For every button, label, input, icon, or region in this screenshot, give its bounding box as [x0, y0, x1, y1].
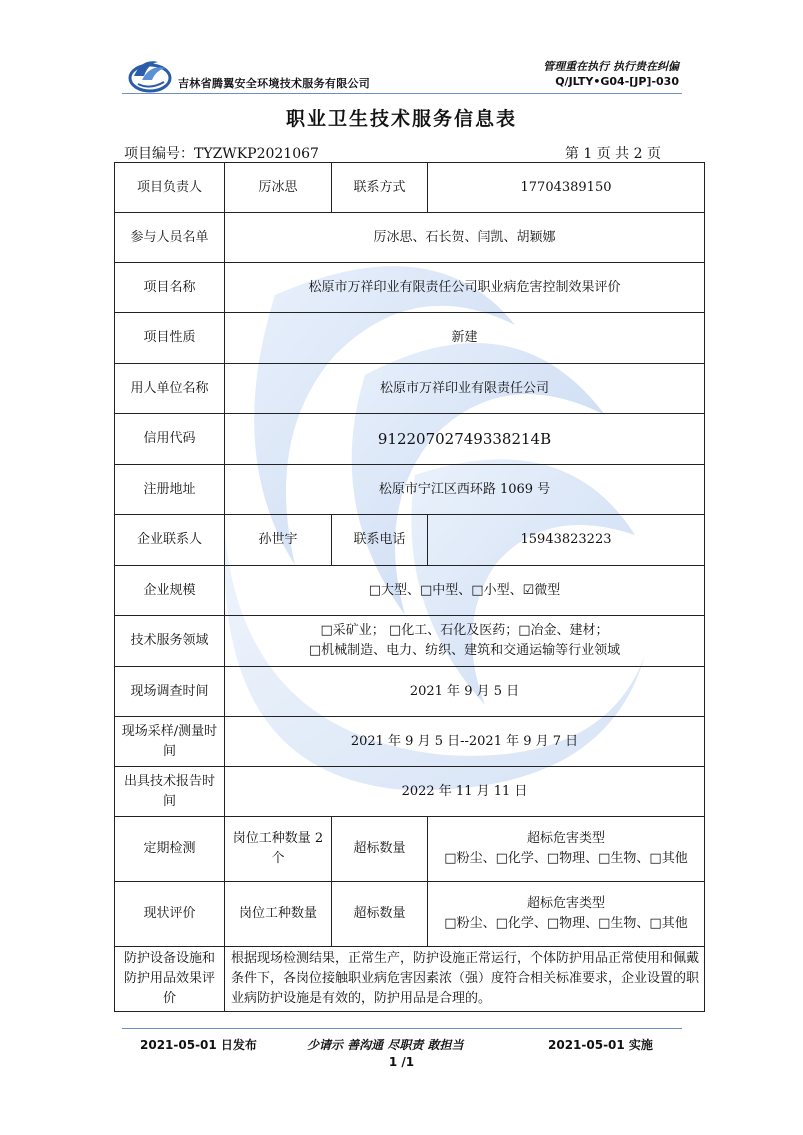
effective-date: 2021-05-01 实施 [548, 1038, 653, 1052]
cell-value: 15943823223 [428, 515, 705, 566]
table-row [115, 667, 705, 717]
hazard-title: 超标危害类型 [526, 831, 605, 846]
field-line-2: □机械制造、电力、纺织、建筑和交通运输等行业领域 [308, 643, 621, 658]
page-title: 职业卫生技术服务信息表 [285, 108, 517, 130]
field-line-1: □采矿业； □化工、石化及医药；□冶金、建材； [320, 623, 609, 638]
cell-label: 技术服务领域 [115, 616, 225, 667]
cell-value: 2022 年 11 月 11 日 [225, 767, 705, 817]
cell-value: 厉冰思、石长贺、闫凯、胡颖娜 [225, 213, 705, 263]
page-info: 第 1 页 共 2 页 [564, 146, 661, 162]
table-row [115, 616, 705, 667]
cell-label: 超标数量 [332, 882, 428, 947]
cell-value: 岗位工种数量 2 个 [225, 817, 332, 882]
cell-label: 联系方式 [332, 163, 428, 213]
cell-value: 松原市万祥印业有限责任公司 [225, 364, 705, 414]
cell-value: 91220702749338214B [225, 414, 705, 465]
cell-label: 信用代码 [115, 414, 225, 465]
footer-motto: 少请示 善沟通 尽职责 敢担当 [307, 1038, 464, 1052]
cell-label: 防护设备设施和防护用品效果评价 [115, 947, 225, 1012]
table-row [115, 163, 705, 213]
table-row [115, 313, 705, 364]
cell-label: 企业联系人 [115, 515, 225, 566]
cell-label: 联系电话 [332, 515, 428, 566]
info-table [114, 162, 705, 1012]
footer-rule [122, 1028, 682, 1029]
cell-value: 新建 [225, 313, 705, 364]
table-row [115, 465, 705, 515]
table-row [115, 882, 705, 947]
cell-label: 现状评价 [115, 882, 225, 947]
project-number: 项目编号：TYZWKP2021067 [124, 146, 319, 162]
table-row [115, 515, 705, 566]
cell-value: 厉冰思 [225, 163, 332, 213]
cell-label: 现场调查时间 [115, 667, 225, 717]
hazard-title: 超标危害类型 [526, 896, 605, 911]
issue-date: 2021-05-01 日发布 [140, 1038, 257, 1052]
footer-page-number: 1 /1 [388, 1055, 415, 1069]
cell-value: 岗位工种数量 [225, 882, 332, 947]
cell-label: 项目名称 [115, 263, 225, 313]
cell-value: □大型、□中型、□小型、☑微型 [225, 566, 705, 616]
table-row [115, 767, 705, 817]
cell-value [428, 817, 705, 882]
table-row [115, 717, 705, 767]
cell-label: 注册地址 [115, 465, 225, 515]
document-code: Q/JLTY•G04-[JP]-030 [555, 75, 679, 88]
header-slogan: 管理重在执行 执行贵在纠偏 [543, 60, 679, 73]
cell-label: 用人单位名称 [115, 364, 225, 414]
table-row [115, 414, 705, 465]
cell-value: 2021 年 9 月 5 日--2021 年 9 月 7 日 [225, 717, 705, 767]
cell-value [428, 882, 705, 947]
cell-label: 参与人员名单 [115, 213, 225, 263]
cell-value: 松原市宁江区西环路 1069 号 [225, 465, 705, 515]
cell-label: 定期检测 [115, 817, 225, 882]
cell-label: 现场采样/测量时间 [115, 717, 225, 767]
company-name: 吉林省腾翼安全环境技术服务有限公司 [178, 77, 371, 90]
cell-label: 项目性质 [115, 313, 225, 364]
cell-label: 超标数量 [332, 817, 428, 882]
table-row [115, 213, 705, 263]
header-rule [122, 93, 682, 94]
hazard-options: □粉尘、□化学、□物理、□生物、□其他 [444, 851, 688, 866]
table-row [115, 817, 705, 882]
cell-label: 项目负责人 [115, 163, 225, 213]
company-logo-icon [128, 54, 172, 94]
cell-value: 2021 年 9 月 5 日 [225, 667, 705, 717]
cell-value [225, 616, 705, 667]
hazard-options: □粉尘、□化学、□物理、□生物、□其他 [444, 916, 688, 931]
table-row [115, 263, 705, 313]
cell-label: 出具技术报告时间 [115, 767, 225, 817]
cell-value: 孙世宇 [225, 515, 332, 566]
cell-value: 松原市万祥印业有限责任公司职业病危害控制效果评价 [225, 263, 705, 313]
cell-value: 根据现场检测结果，正常生产，防护设施正常运行，个体防护用品正常使用和佩戴条件下，各岗位接触职业病危害因素浓（强）度符合相关标准要求，企业设置的职业病防护设施是有效的，防护用品是合理的。 [225, 947, 705, 1012]
table-row [115, 364, 705, 414]
cell-value: 17704389150 [428, 163, 705, 213]
cell-label: 企业规模 [115, 566, 225, 616]
table-row [115, 947, 705, 1012]
table-row [115, 566, 705, 616]
